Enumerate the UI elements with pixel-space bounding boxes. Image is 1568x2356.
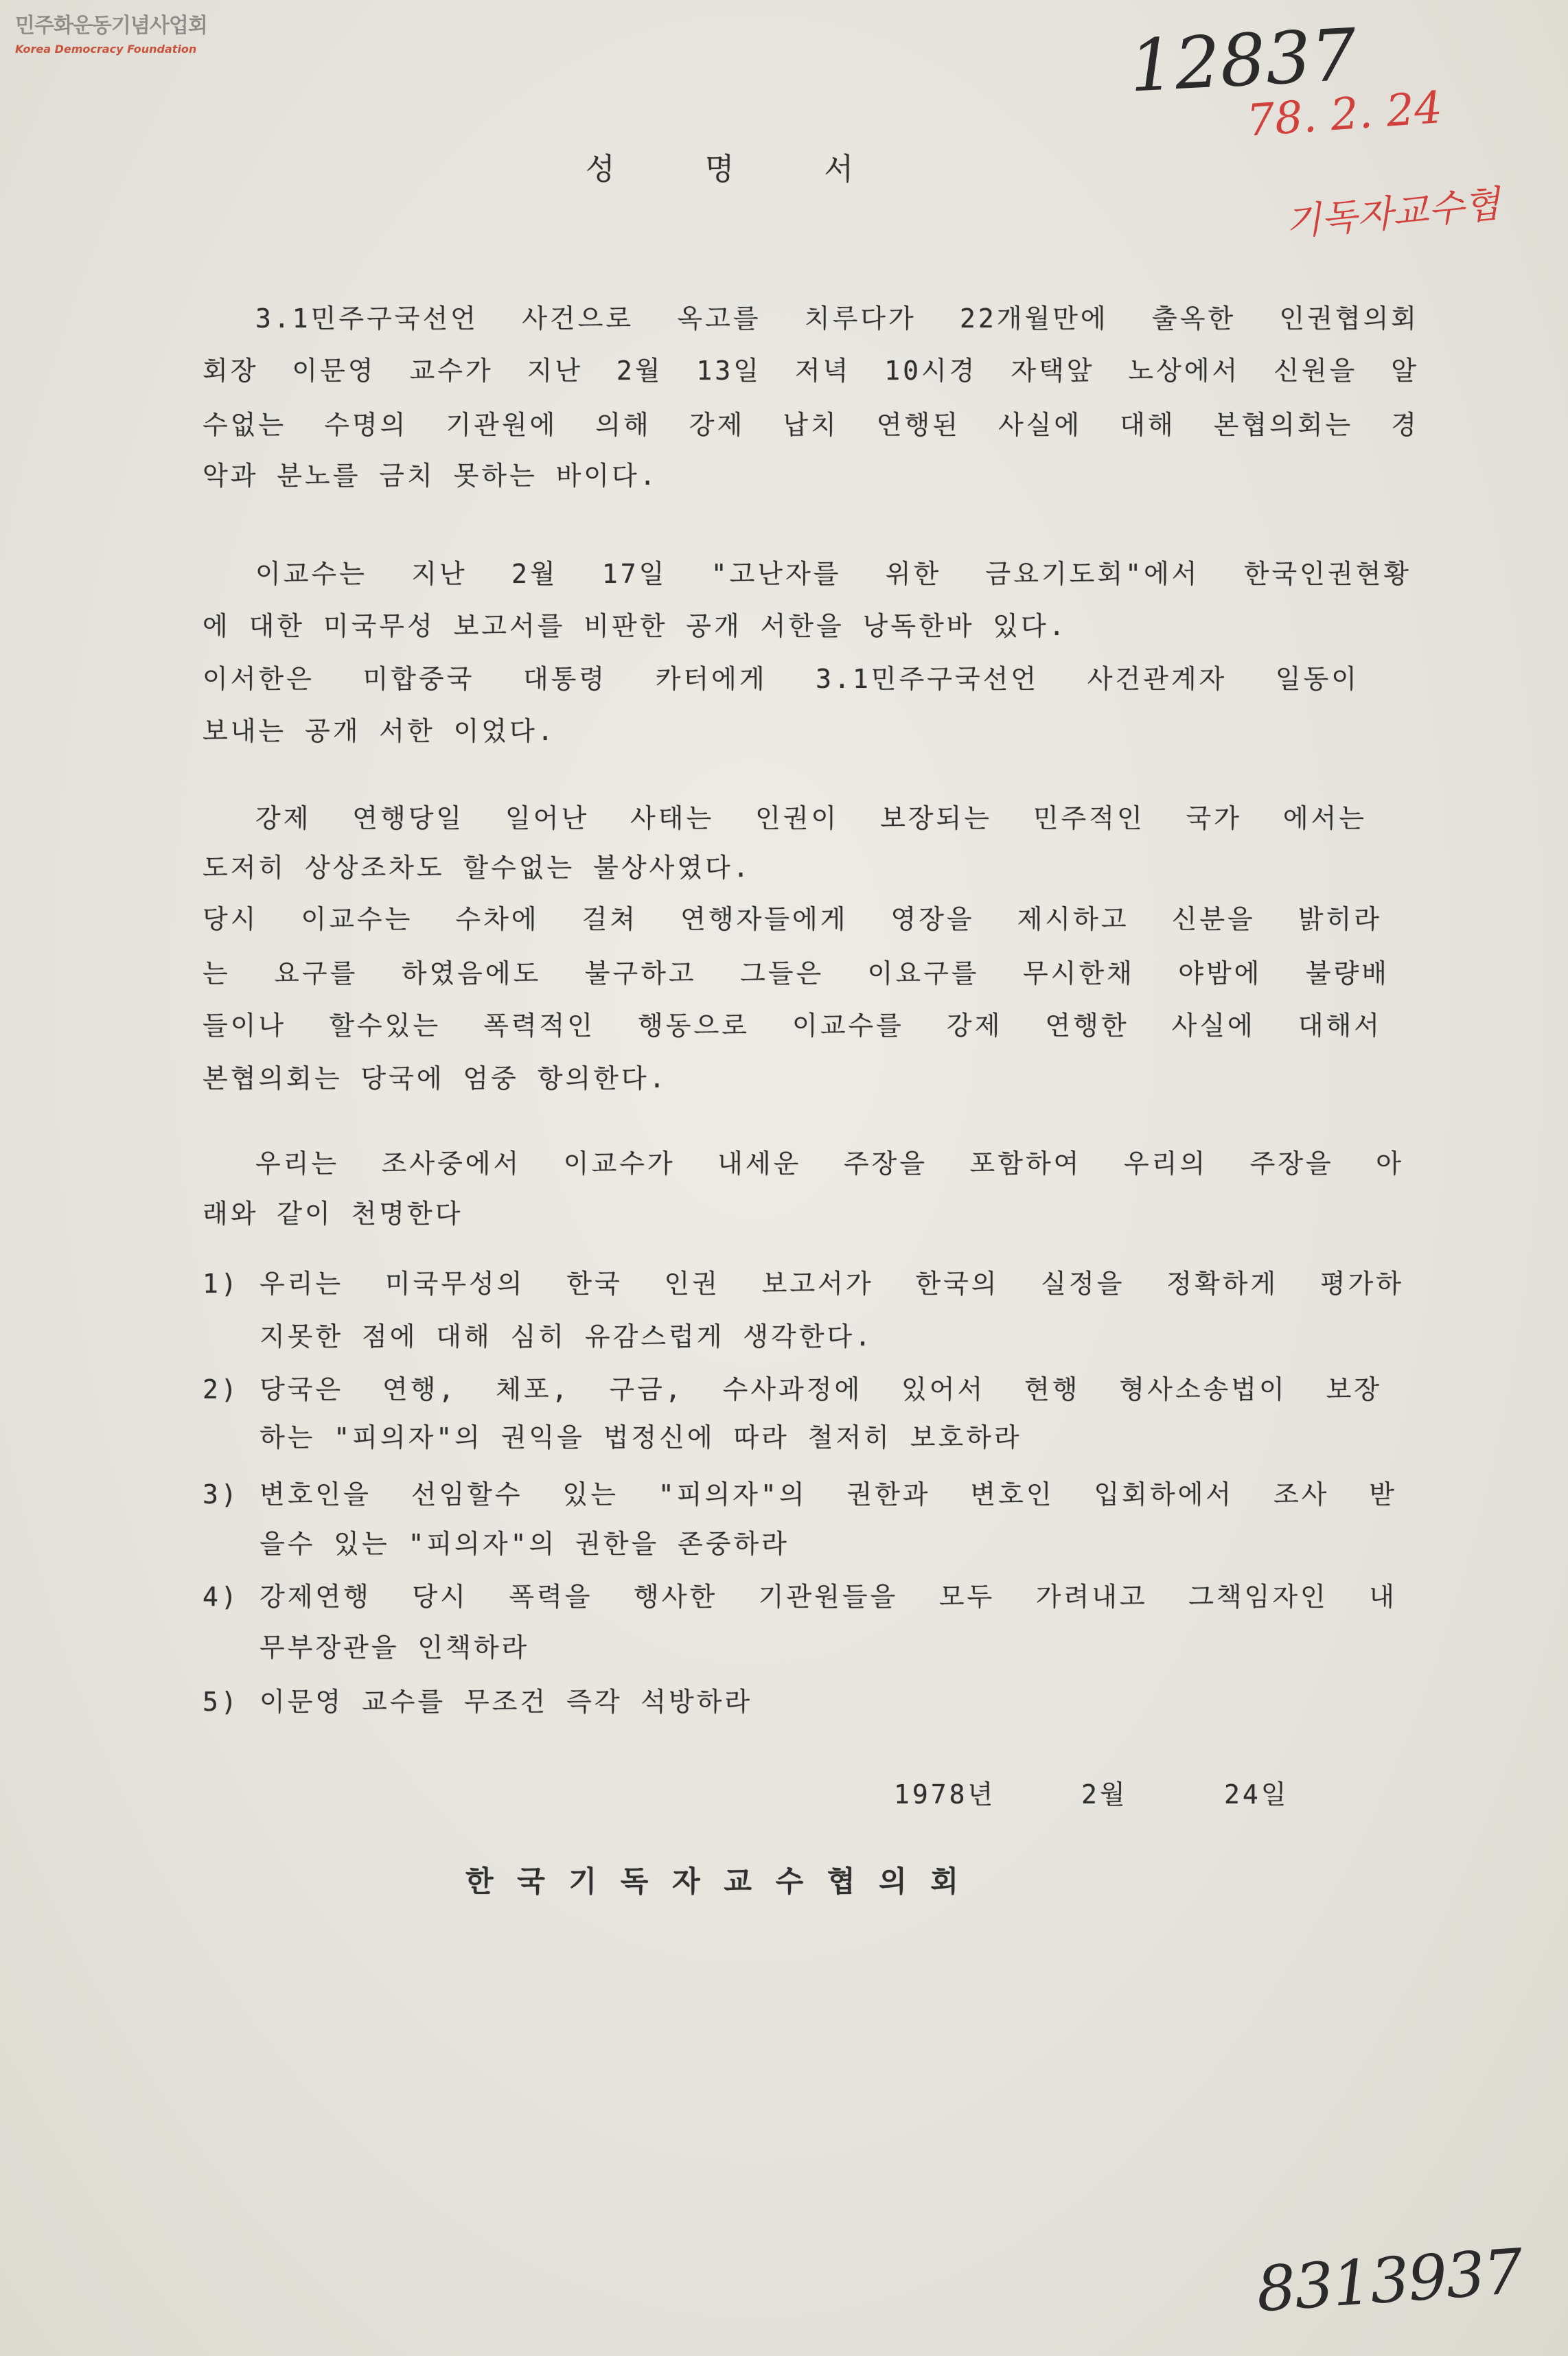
- demand-line: 강제연행 당시 폭력을 행사한 기관원들을 모두 가려내고 그책임자인 내: [260, 1582, 1397, 1612]
- demand-number: 4): [203, 1582, 240, 1612]
- demand-line: 지못한 점에 대해 심히 유감스럽게 생각한다.: [260, 1321, 874, 1352]
- handwritten-date-note: 78. 2. 24: [1245, 82, 1444, 147]
- demand-number: 2): [203, 1374, 240, 1405]
- demand-line: 우리는 미국무성의 한국 인권 보고서가 한국의 실정을 정확하게 평가하: [260, 1269, 1404, 1299]
- paragraph-line: 본협의회는 당국에 엄중 항의한다.: [203, 1063, 668, 1094]
- paragraph-line: 이교수는 지난 2월 17일 "고난자를 위한 금요기도회"에서 한국인권현황: [255, 559, 1411, 589]
- demand-line: 당국은 연행, 체포, 구금, 수사과정에 있어서 현행 형사소송법이 보장: [260, 1374, 1382, 1405]
- watermark-english-text: Korea Democracy Foundation: [15, 43, 197, 56]
- date-year: 1978년: [894, 1779, 996, 1810]
- handwritten-archive-number: 8313937: [1254, 2235, 1524, 2326]
- paragraph-line: 보내는 공개 서한 이었다.: [203, 716, 556, 746]
- paragraph-line: 는 요구를 하였음에도 불구하고 그들은 이요구를 무시한채 야밤에 불량배: [203, 958, 1390, 989]
- handwritten-document-number: 12837: [1127, 12, 1359, 108]
- demand-number: 1): [203, 1269, 240, 1299]
- date-month: 2월: [1081, 1779, 1128, 1810]
- paragraph-line: 악과 분노를 금치 못하는 바이다.: [203, 461, 658, 491]
- date-day: 24일: [1224, 1779, 1289, 1810]
- document-title: 성 명 서: [586, 152, 856, 187]
- paragraph-line: 이서한은 미합중국 대통령 카터에게 3.1민주구국선언 사건관계자 일동이: [203, 664, 1359, 694]
- paragraph-line: 우리는 조사중에서 이교수가 내세운 주장을 포함하여 우리의 주장을 아: [255, 1148, 1404, 1179]
- paragraph-line: 회장 이문영 교수가 지난 2월 13일 저녁 10시경 자택앞 노상에서 신원을 알: [203, 356, 1419, 386]
- demand-line: 변호인을 선임할수 있는 "피의자"의 권한과 변호인 입회하에서 조사 받: [260, 1479, 1397, 1510]
- paragraph-line: 강제 연행당일 일어난 사태는 인권이 보장되는 민주적인 국가 에서는: [255, 803, 1367, 833]
- handwritten-organization-note: 기독자교수협: [1283, 182, 1502, 244]
- demand-number: 5): [203, 1687, 240, 1717]
- paragraph-line: 래와 같이 천명한다: [203, 1199, 463, 1229]
- demand-line: 이문영 교수를 무조건 즉각 석방하라: [260, 1687, 753, 1717]
- demand-line: 을수 있는 "피의자"의 권한을 존중하라: [260, 1529, 789, 1559]
- demand-line: 하는 "피의자"의 권익을 법정신에 따라 철저히 보호하라: [260, 1422, 1022, 1453]
- paragraph-line: 에 대한 미국무성 보고서를 비판한 공개 서한을 낭독한바 있다.: [203, 611, 1068, 641]
- paragraph-line: 3.1민주구국선언 사건으로 옥고를 치루다가 22개월만에 출옥한 인권협의회: [255, 303, 1419, 334]
- paragraph-line: 수없는 수명의 기관원에 의해 강제 납치 연행된 사실에 대해 본협의회는 경: [203, 410, 1419, 440]
- paragraph-line: 당시 이교수는 수차에 걸쳐 연행자들에게 영장을 제시하고 신분을 밝히라: [203, 904, 1382, 934]
- demand-number: 3): [203, 1479, 240, 1510]
- paragraph-line: 들이나 할수있는 폭력적인 행동으로 이교수를 강제 연행한 사실에 대해서: [203, 1010, 1382, 1041]
- paragraph-line: 도저히 상상조차도 할수없는 불상사였다.: [203, 853, 752, 883]
- demand-line: 무부장관을 인책하라: [260, 1632, 530, 1663]
- signatory-organization: 한 국 기 독 자 교 수 협 의 회: [465, 1864, 961, 1898]
- watermark-logo-text: 민주화운동기념사업회: [15, 14, 207, 38]
